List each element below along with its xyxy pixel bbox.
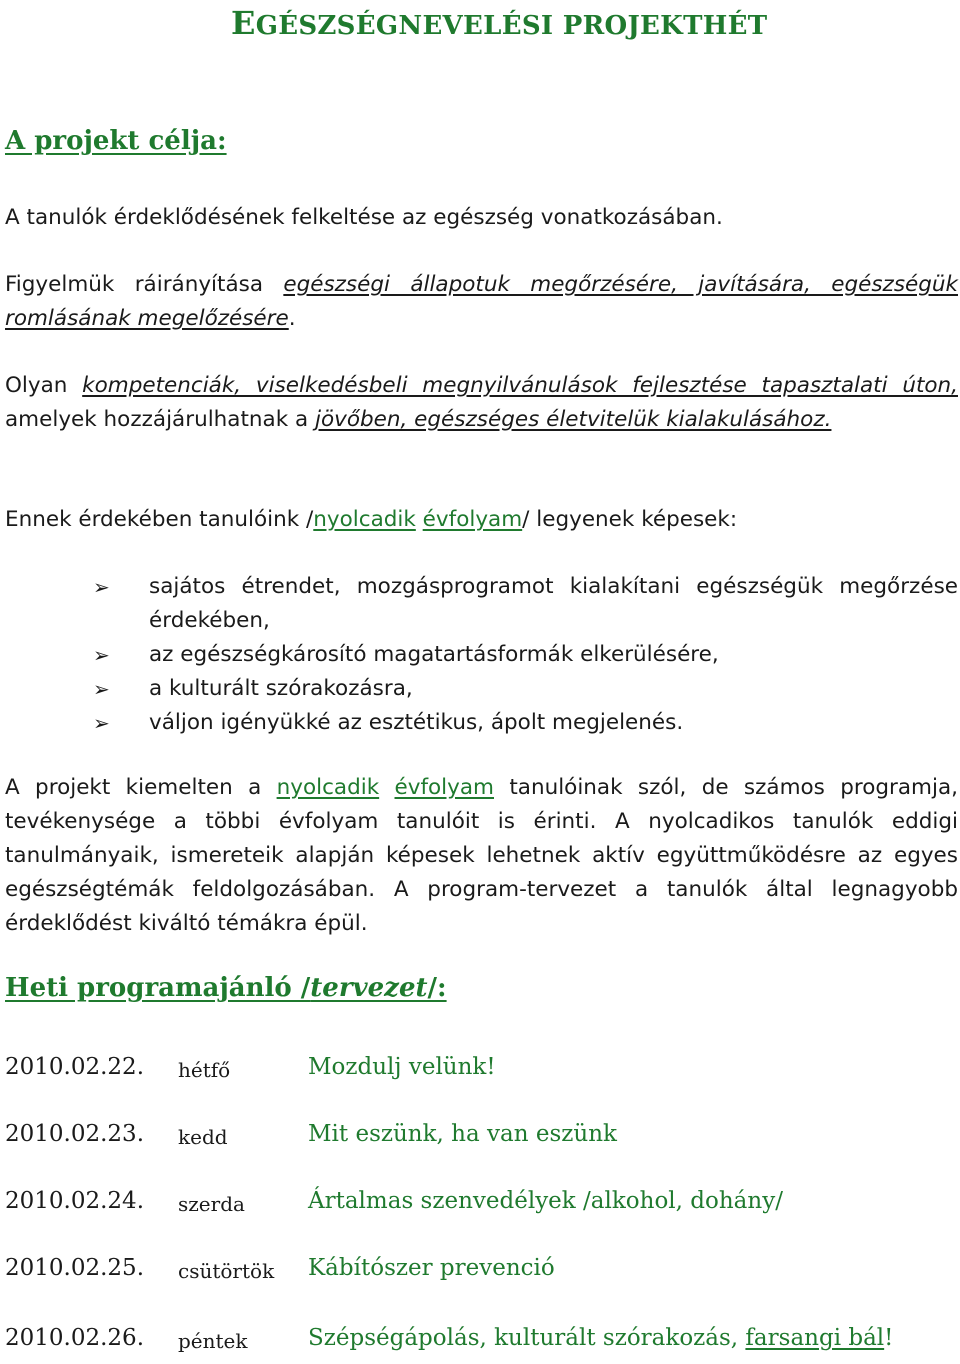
paragraph-competencies bbox=[5, 369, 958, 437]
p3-start: Olyan bbox=[5, 373, 83, 398]
title-rest: GÉSZSÉGNEVELÉSI PROJEKTHÉT bbox=[255, 11, 768, 41]
arrowhead-bullet-icon: ➢ bbox=[93, 643, 110, 667]
link-evfolyam[interactable]: évfolyam bbox=[422, 507, 523, 532]
bullet-text: váljon igényükké az esztétikus, ápolt megjelenés. bbox=[149, 710, 684, 735]
arrowhead-bullet-icon: ➢ bbox=[93, 575, 110, 599]
topic-text: Szépségápolás, kulturált szórakozás, bbox=[308, 1325, 746, 1351]
schedule-row bbox=[5, 1255, 958, 1289]
schedule-day: péntek bbox=[178, 1329, 248, 1353]
title-first-letter: E bbox=[231, 4, 256, 42]
schedule-day: csütörtök bbox=[178, 1259, 275, 1283]
p4-space bbox=[416, 507, 423, 532]
topic-text: Kábítószer prevenció bbox=[308, 1255, 555, 1281]
p5-space bbox=[379, 775, 394, 800]
schedule-row bbox=[5, 1054, 958, 1088]
topic-text: Mozdulj velünk! bbox=[308, 1054, 496, 1080]
schedule-topic bbox=[308, 1325, 893, 1351]
p3-underlined-2: jövőben, egészséges életvitelük kialakulásához. bbox=[315, 407, 832, 432]
schedule-heading-end: /: bbox=[427, 973, 447, 1003]
schedule-heading-main: Heti programajánló / bbox=[5, 973, 311, 1003]
list-item bbox=[5, 638, 958, 672]
schedule-day: kedd bbox=[178, 1125, 228, 1149]
goal-heading: A projekt célja: bbox=[5, 126, 227, 156]
p2-start: Figyelmük ráirányítása bbox=[5, 272, 284, 297]
schedule-topic bbox=[308, 1121, 617, 1147]
schedule-date: 2010.02.25. bbox=[5, 1255, 144, 1281]
list-item bbox=[5, 672, 958, 706]
schedule-heading-italic: tervezet bbox=[310, 973, 428, 1003]
paragraph-intro: A tanulók érdeklődésének felkeltése az egészség vonatkozásában. bbox=[5, 205, 723, 230]
schedule-heading bbox=[5, 973, 447, 1003]
paragraph-attention bbox=[5, 268, 958, 336]
schedule-date: 2010.02.23. bbox=[5, 1121, 144, 1147]
paragraph-aims bbox=[5, 503, 958, 537]
bullet-text: sajátos étrendet, mozgásprogramot kialakítani egészségük megőrzése érdekében, bbox=[149, 574, 958, 633]
p3-middle: amelyek hozzájárulhatnak a bbox=[5, 407, 315, 432]
topic-text: Ártalmas szenvedélyek /alkohol, dohány/ bbox=[308, 1188, 783, 1214]
schedule-date: 2010.02.26. bbox=[5, 1325, 144, 1351]
arrowhead-bullet-icon: ➢ bbox=[93, 711, 110, 735]
schedule-day: hétfő bbox=[178, 1058, 231, 1082]
p4-start: Ennek érdekében tanulóink / bbox=[5, 507, 314, 532]
p3-underlined-1: kompetenciák, viselkedésbeli megnyilvánulások fejlesztése tapasztalati úton, bbox=[82, 373, 958, 398]
p4-end: / legyenek képesek: bbox=[522, 507, 738, 532]
schedule-topic bbox=[308, 1255, 555, 1281]
schedule-row bbox=[5, 1325, 958, 1359]
p2-underlined: egészségi állapotuk megőrzésére, javítására, egészségük romlásának megelőzésére bbox=[5, 272, 958, 331]
schedule-topic bbox=[308, 1054, 496, 1080]
schedule-row bbox=[5, 1121, 958, 1155]
p2-end: . bbox=[288, 306, 296, 331]
link-evfolyam-2[interactable]: évfolyam bbox=[394, 775, 494, 800]
schedule-day: szerda bbox=[178, 1192, 245, 1216]
topic-text: Mit eszünk, ha van eszünk bbox=[308, 1121, 617, 1147]
list-item bbox=[5, 570, 958, 638]
link-farsangi-bal[interactable]: farsangi bál bbox=[745, 1325, 885, 1351]
schedule-date: 2010.02.22. bbox=[5, 1054, 144, 1080]
goals-bullet-list bbox=[5, 570, 958, 740]
link-nyolcadik[interactable]: nyolcadik bbox=[313, 507, 416, 532]
bullet-text: az egészségkárosító magatartásformák elkerülésére, bbox=[149, 642, 719, 667]
schedule-row bbox=[5, 1188, 958, 1222]
arrowhead-bullet-icon: ➢ bbox=[93, 677, 110, 701]
schedule-topic bbox=[308, 1188, 783, 1214]
topic-end: ! bbox=[884, 1325, 894, 1351]
p5-start: A projekt kiemelten a bbox=[5, 775, 277, 800]
p5-end: tanulóinak szól, de számos programja, tevékenysége a többi évfolyam tanulóit is érinti. A nyolcadikos tanulók eddigi tanulmányaik, ismereteik alapján képesek lehetnek aktív együttműködésre az egyes egészségtémák feldolgozásában. A program-tervezet a tanulók által legnagyobb érdeklődést kiváltó témákra épül. bbox=[5, 775, 958, 936]
list-item bbox=[5, 706, 958, 740]
paragraph-project-description bbox=[5, 771, 958, 941]
bullet-text: a kulturált szórakozásra, bbox=[149, 676, 413, 701]
schedule-date: 2010.02.24. bbox=[5, 1188, 144, 1214]
link-nyolcadik-2[interactable]: nyolcadik bbox=[276, 775, 380, 800]
document-title bbox=[231, 4, 767, 42]
